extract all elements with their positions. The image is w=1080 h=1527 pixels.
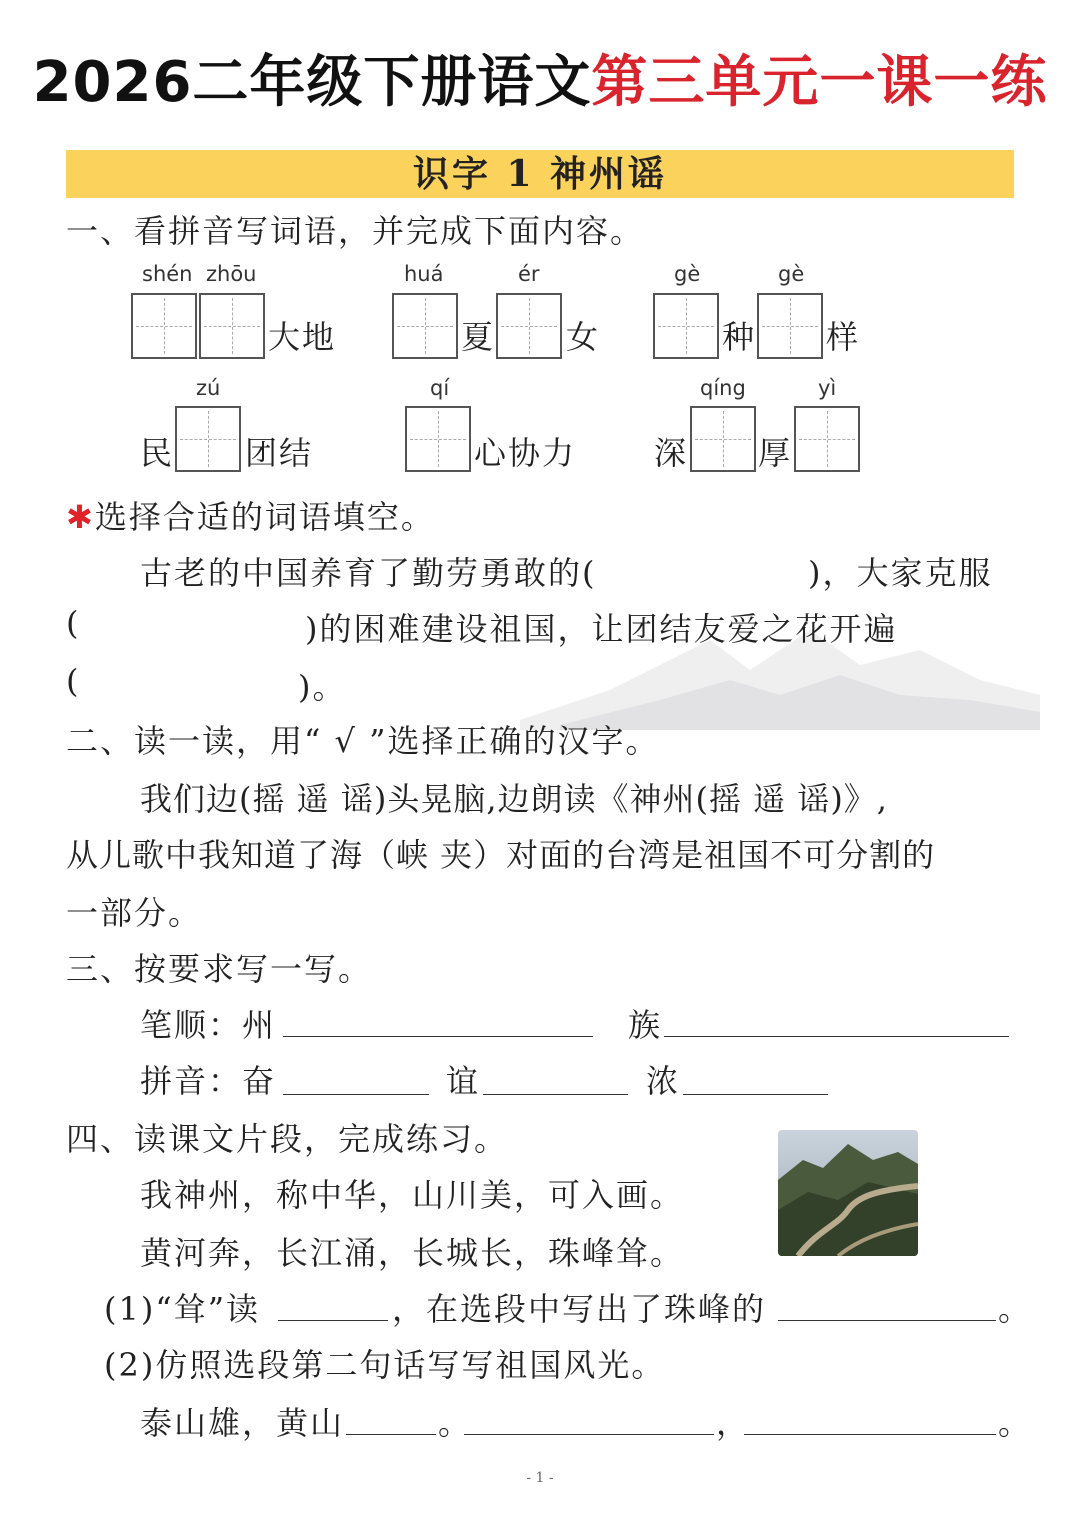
q4-sub1-b: ，在选段中写出了珠峰的	[392, 1290, 767, 1328]
pinyin-char: 谊	[446, 1062, 481, 1100]
answer-line[interactable]	[744, 1434, 996, 1435]
bishun-label: 笔顺：州	[140, 1006, 277, 1044]
q4-heading: 四、读课文片段，完成练习。	[66, 1120, 509, 1158]
pinyin-label: 拼音：奋	[140, 1062, 277, 1100]
write-box[interactable]	[653, 293, 719, 359]
write-box[interactable]	[496, 293, 562, 359]
page-title	[0, 38, 1080, 118]
answer-line[interactable]	[283, 1094, 429, 1095]
write-box[interactable]	[757, 293, 823, 359]
answer-line[interactable]	[483, 1094, 628, 1095]
pinyin: zhōu	[206, 262, 257, 286]
write-box[interactable]	[405, 406, 471, 472]
word-text: 团结	[245, 434, 314, 472]
pinyin: gè	[674, 262, 701, 286]
page-number: - 1 -	[526, 1470, 554, 1486]
q1-heading: 一、看拼音写词语，并完成下面内容。	[66, 212, 645, 250]
write-box[interactable]	[199, 293, 265, 359]
write-box[interactable]	[175, 406, 241, 472]
answer-line[interactable]	[664, 1036, 1009, 1037]
pinyin: huá	[404, 262, 444, 286]
answer-line[interactable]	[464, 1434, 714, 1435]
q2-line-2: 从儿歌中我知道了海（峡 夹）对面的台湾是祖国不可分割的	[66, 836, 936, 874]
q4-sub3-a: 泰山雄，黄山	[140, 1404, 345, 1442]
write-box[interactable]	[392, 293, 458, 359]
q4-sub3-c: ，	[716, 1404, 751, 1442]
pinyin: ér	[518, 262, 540, 286]
sub-heading-text: 选择合适的词语填空。	[94, 498, 435, 536]
pinyin: qí	[430, 376, 450, 400]
word-text: 样	[826, 318, 861, 356]
answer-line[interactable]	[283, 1036, 593, 1037]
pinyin: yì	[818, 376, 837, 400]
q4-sub1-a: (1)“耸”读	[104, 1290, 261, 1328]
fill-line-3b: )。	[298, 668, 347, 706]
answer-line[interactable]	[683, 1094, 828, 1095]
fill-line-1a: 古老的中国养育了勤劳勇敢的(	[140, 554, 597, 592]
star-icon: ✱	[66, 498, 95, 536]
pinyin: gè	[778, 262, 805, 286]
word-text: 女	[566, 318, 601, 356]
q4-sub1-c: 。	[998, 1290, 1033, 1328]
pinyin: zú	[196, 376, 221, 400]
sub-heading	[66, 492, 435, 538]
word-text: 深	[654, 434, 689, 472]
pinyin-char: 浓	[646, 1062, 681, 1100]
q2-line-3: 一部分。	[66, 894, 203, 932]
pinyin: shén	[142, 262, 193, 286]
q3-heading: 三、按要求写一写。	[66, 950, 373, 988]
word-text: 厚	[758, 434, 793, 472]
write-box[interactable]	[690, 406, 756, 472]
lesson-title-bar: 识字 1 神州谣	[66, 150, 1014, 198]
title-unit: 第三单元一课一练	[591, 50, 1048, 115]
fill-line-3a: (	[66, 662, 81, 700]
fill-line-1b: )，大家克服	[808, 554, 993, 592]
title-main: 2026二年级下册语文	[32, 50, 592, 115]
write-box[interactable]	[794, 406, 860, 472]
answer-line[interactable]	[346, 1434, 436, 1435]
fill-line-2a: (	[66, 604, 81, 642]
word-text: 大地	[268, 318, 337, 356]
word-text: 种	[722, 318, 757, 356]
great-wall-photo	[778, 1130, 918, 1256]
bishun-char: 族	[628, 1006, 663, 1044]
answer-line[interactable]	[278, 1320, 388, 1321]
passage-line-1: 我神州，称中华，山川美，可入画。	[140, 1176, 685, 1214]
word-text: 夏	[461, 318, 496, 356]
fill-line-2b: )的困难建设祖国，让团结友爱之花开遍	[305, 610, 898, 648]
answer-line[interactable]	[778, 1320, 996, 1321]
q4-sub2: (2)仿照选段第二句话写写祖国风光。	[104, 1346, 666, 1384]
word-text: 民	[140, 434, 175, 472]
q2-heading: 二、读一读，用“ √ ”选择正确的汉字。	[66, 722, 660, 760]
q2-line-1: 我们边(摇 遥 谣)头晃脑,边朗读《神州(摇 遥 谣)》,	[140, 780, 888, 818]
word-text: 心协力	[474, 434, 577, 472]
q4-sub3-d: 。	[998, 1404, 1033, 1442]
passage-line-2: 黄河奔，长江涌，长城长，珠峰耸。	[140, 1234, 685, 1272]
q4-sub3-b: 。	[438, 1404, 473, 1442]
write-box[interactable]	[131, 293, 197, 359]
pinyin: qíng	[700, 376, 746, 400]
